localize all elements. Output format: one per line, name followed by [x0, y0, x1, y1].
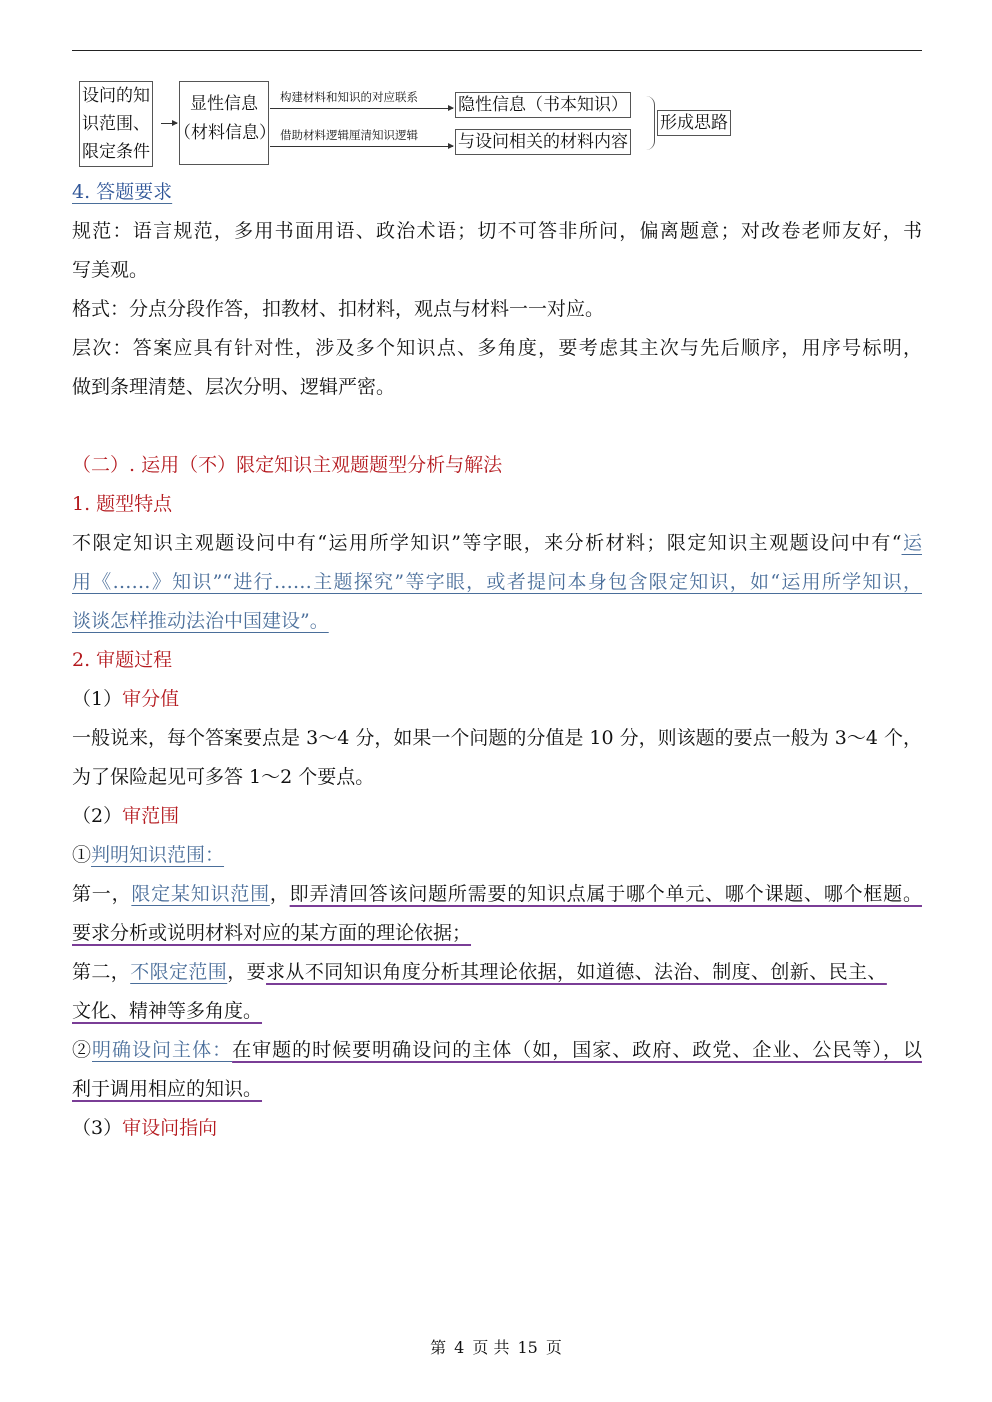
step-title: 审分值	[122, 688, 180, 710]
underlined-text: 限定某知识范围	[131, 883, 270, 905]
diagram-box-implicit: 隐性信息（书本知识）	[455, 92, 631, 118]
step-number: （2）	[72, 805, 123, 827]
diagram-box-thinking: 形成思路	[657, 110, 731, 136]
paragraph-line	[72, 1031, 922, 1070]
section-heading: （二）. 运用（不）限定知识主观题题型分析与解法	[72, 454, 503, 476]
arrow-label: 借助材料逻辑厘清知识逻辑	[280, 128, 418, 142]
circled-number: ①	[72, 844, 92, 866]
diagram-box-material: 与设问相关的材料内容	[455, 129, 631, 155]
heading-text: 4. 答题要求	[72, 181, 173, 203]
text: 不限定知识主观题设问中有“运用所学知识”等字眼，来分析材料；限定知识主观题设问中有“	[72, 532, 902, 554]
paragraph-line	[72, 563, 922, 602]
total-pages: 15	[517, 1338, 538, 1357]
brace-icon	[646, 96, 655, 150]
arrow-icon	[270, 108, 453, 109]
arrow-icon	[270, 146, 453, 147]
paragraph-line	[72, 602, 922, 641]
underlined-text: 谈谈怎样推动法治中国建设”。	[72, 610, 329, 632]
diagram-text: （材料信息）	[174, 123, 276, 143]
subsection-heading: 2. 审题过程	[72, 649, 173, 671]
diagram-text: 设问的知	[82, 86, 150, 106]
diagram-text: 显性信息	[190, 94, 258, 114]
paragraph-line	[72, 524, 922, 563]
paragraph-line: 为了保险起见可多答 1～2 个要点。	[72, 766, 375, 788]
underlined-text: 要求分析或说明材料对应的某方面的理论依据；	[72, 922, 472, 944]
subsection-heading: 1. 题型特点	[72, 493, 173, 515]
document-body	[72, 173, 922, 1148]
underlined-text: 利于调用相应的知识。	[72, 1078, 263, 1100]
paragraph-line	[72, 953, 922, 992]
underlined-text: 明确设问主体：	[92, 1039, 233, 1061]
diagram-text: 识范围、	[82, 114, 150, 134]
paragraph-line: 做到条理清楚、层次分明、逻辑严密。	[72, 376, 396, 398]
diagram-text: 限定条件	[82, 142, 150, 162]
step-number: （1）	[72, 688, 123, 710]
text: ，	[269, 883, 290, 905]
diagram-box-explicit	[174, 81, 276, 165]
section-heading	[72, 173, 922, 212]
underlined-text: 运	[901, 532, 922, 554]
header-rule	[72, 50, 922, 51]
point-heading	[72, 836, 922, 875]
text: 第二，	[72, 961, 131, 983]
underlined-text: 判明知识范围：	[91, 844, 225, 866]
circled-number: ②	[72, 1039, 93, 1061]
step-title: 审设问指向	[122, 1117, 218, 1139]
page-footer	[0, 1335, 992, 1358]
step-heading	[72, 1109, 922, 1148]
step-title: 审范围	[122, 805, 180, 827]
text: ，要	[227, 961, 267, 983]
diagram-box-scope	[79, 81, 153, 167]
underlined-text: 在审题的时候要明确设问的主体（如，国家、政府、政党、企业、公民等），以	[232, 1039, 922, 1061]
underlined-text: 用《……》知识”“进行……主题探究”等字眼，或者提问本身包含限定知识，如“运用所学知识，	[72, 571, 922, 593]
paragraph-line: 写美观。	[72, 259, 149, 281]
paragraph-line	[72, 875, 922, 914]
text: 第一，	[72, 883, 132, 905]
footer-text: 第	[430, 1338, 447, 1357]
paragraph-line: 规范：语言规范，多用书面用语、政治术语；切不可答非所问，偏离题意；对改卷老师友好，书	[72, 220, 922, 242]
paragraph-line: 层次：答案应具有针对性，涉及多个知识点、多角度，要考虑其主次与先后顺序，用序号标明，	[72, 337, 922, 359]
footer-text: 页	[545, 1338, 562, 1357]
paragraph-line	[72, 914, 922, 953]
step-heading	[72, 797, 922, 836]
paragraph-line	[72, 1070, 922, 1109]
paragraph-line: 格式：分点分段作答，扣教材、扣材料，观点与材料一一对应。	[72, 298, 605, 320]
underlined-text: 即弄清回答该问题所需要的知识点属于哪个单元、哪个课题、哪个框题。	[289, 883, 922, 905]
underlined-text: 文化、精神等多角度。	[72, 1000, 263, 1022]
underlined-text: 不限定范围	[130, 961, 228, 983]
arrow-label: 构建材料和知识的对应联系	[280, 90, 418, 104]
step-number: （3）	[72, 1117, 123, 1139]
page-number: 4	[454, 1338, 465, 1357]
underlined-text: 求从不同知识角度分析其理论依据，如道德、法治、制度、创新、民主、	[266, 961, 887, 983]
paragraph-line	[72, 992, 922, 1031]
step-heading	[72, 680, 922, 719]
paragraph-line: 一般说来，每个答案要点是 3～4 分，如果一个问题的分值是 10 分，则该题的要点一般为 3～4 个，	[72, 727, 922, 749]
footer-text: 页 共	[472, 1338, 510, 1357]
